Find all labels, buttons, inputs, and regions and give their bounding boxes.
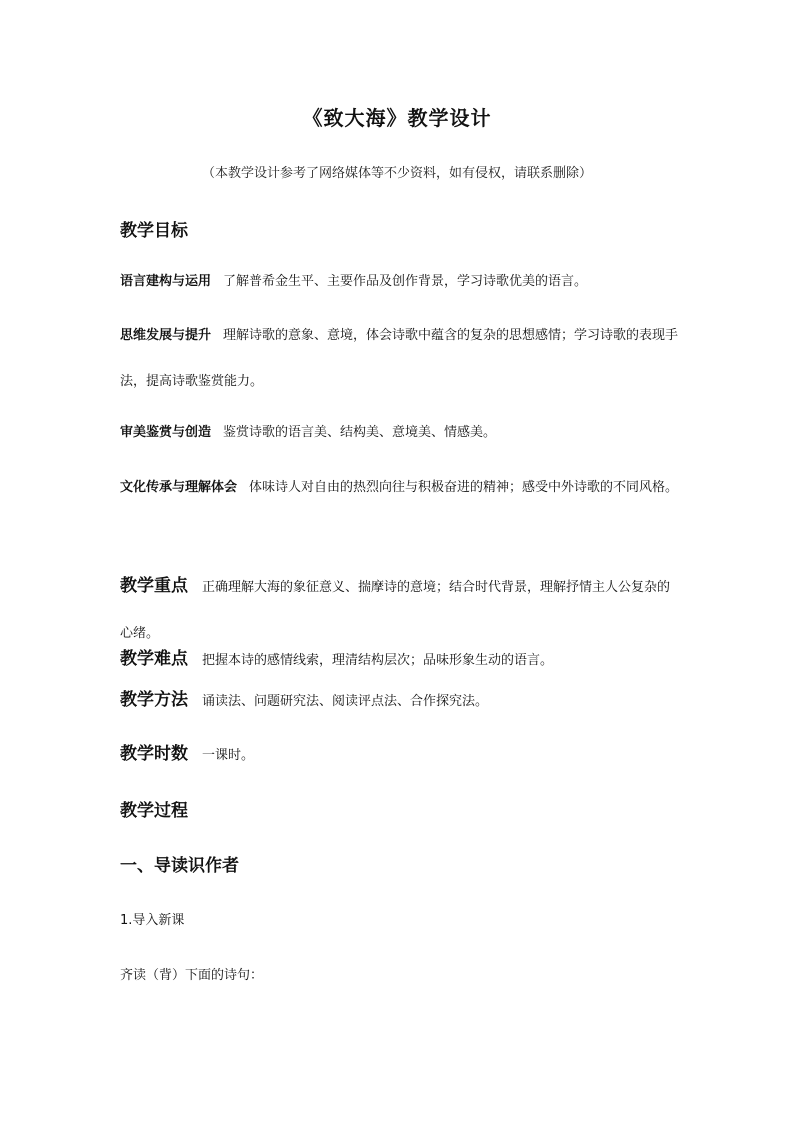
duration-label: 教学时数 — [120, 744, 188, 764]
objective-label: 语言建构与运用 — [120, 274, 212, 289]
objective-label: 思维发展与提升 — [120, 328, 212, 343]
objective-item — [120, 313, 680, 405]
step-one-heading: 1.导入新课 — [120, 913, 185, 928]
objective-label: 文化传承与理解体会 — [120, 480, 238, 495]
objectives-heading: 教学目标 — [120, 221, 188, 241]
key-point-text: 正确理解大海的象征意义、揣摩诗的意境；结合时代背景，理解抒情主人公复杂的心绪。 — [120, 580, 671, 641]
difficulty-label: 教学难点 — [120, 649, 188, 669]
section-one-heading: 一、导读识作者 — [120, 856, 239, 876]
objective-item — [120, 465, 680, 511]
document-title: 《致大海》教学设计 — [302, 106, 492, 130]
objective-item — [120, 259, 680, 305]
objective-item — [120, 410, 680, 456]
step-one-text: 齐读（背）下面的诗句： — [120, 968, 264, 983]
process-heading: 教学过程 — [120, 801, 188, 821]
difficulty-text: 把握本诗的感情线索，理清结构层次；品味形象生动的语言。 — [202, 653, 554, 668]
document-subtitle: （本教学设计参考了网络媒体等不少资料，如有侵权，请联系删除） — [201, 166, 592, 181]
objective-text: 理解诗歌的意象、意境，体会诗歌中蕴含的复杂的思想感情；学习诗歌的表现手法，提高诗歌鉴赏能力。 — [120, 328, 679, 389]
methods — [120, 677, 680, 725]
methods-text: 诵读法、问题研究法、阅读评点法、合作探究法。 — [202, 694, 489, 709]
objective-text: 鉴赏诗歌的语言美、结构美、意境美、情感美。 — [223, 425, 497, 440]
objective-text: 体味诗人对自由的热烈向往与积极奋进的精神；感受中外诗歌的不同风格。 — [249, 480, 679, 495]
duration — [120, 731, 680, 779]
objective-text: 了解普希金生平、主要作品及创作背景，学习诗歌优美的语言。 — [223, 274, 588, 289]
duration-text: 一课时。 — [202, 748, 255, 763]
key-point-label: 教学重点 — [120, 576, 188, 596]
objective-label: 审美鉴赏与创造 — [120, 425, 212, 440]
methods-label: 教学方法 — [120, 690, 188, 710]
